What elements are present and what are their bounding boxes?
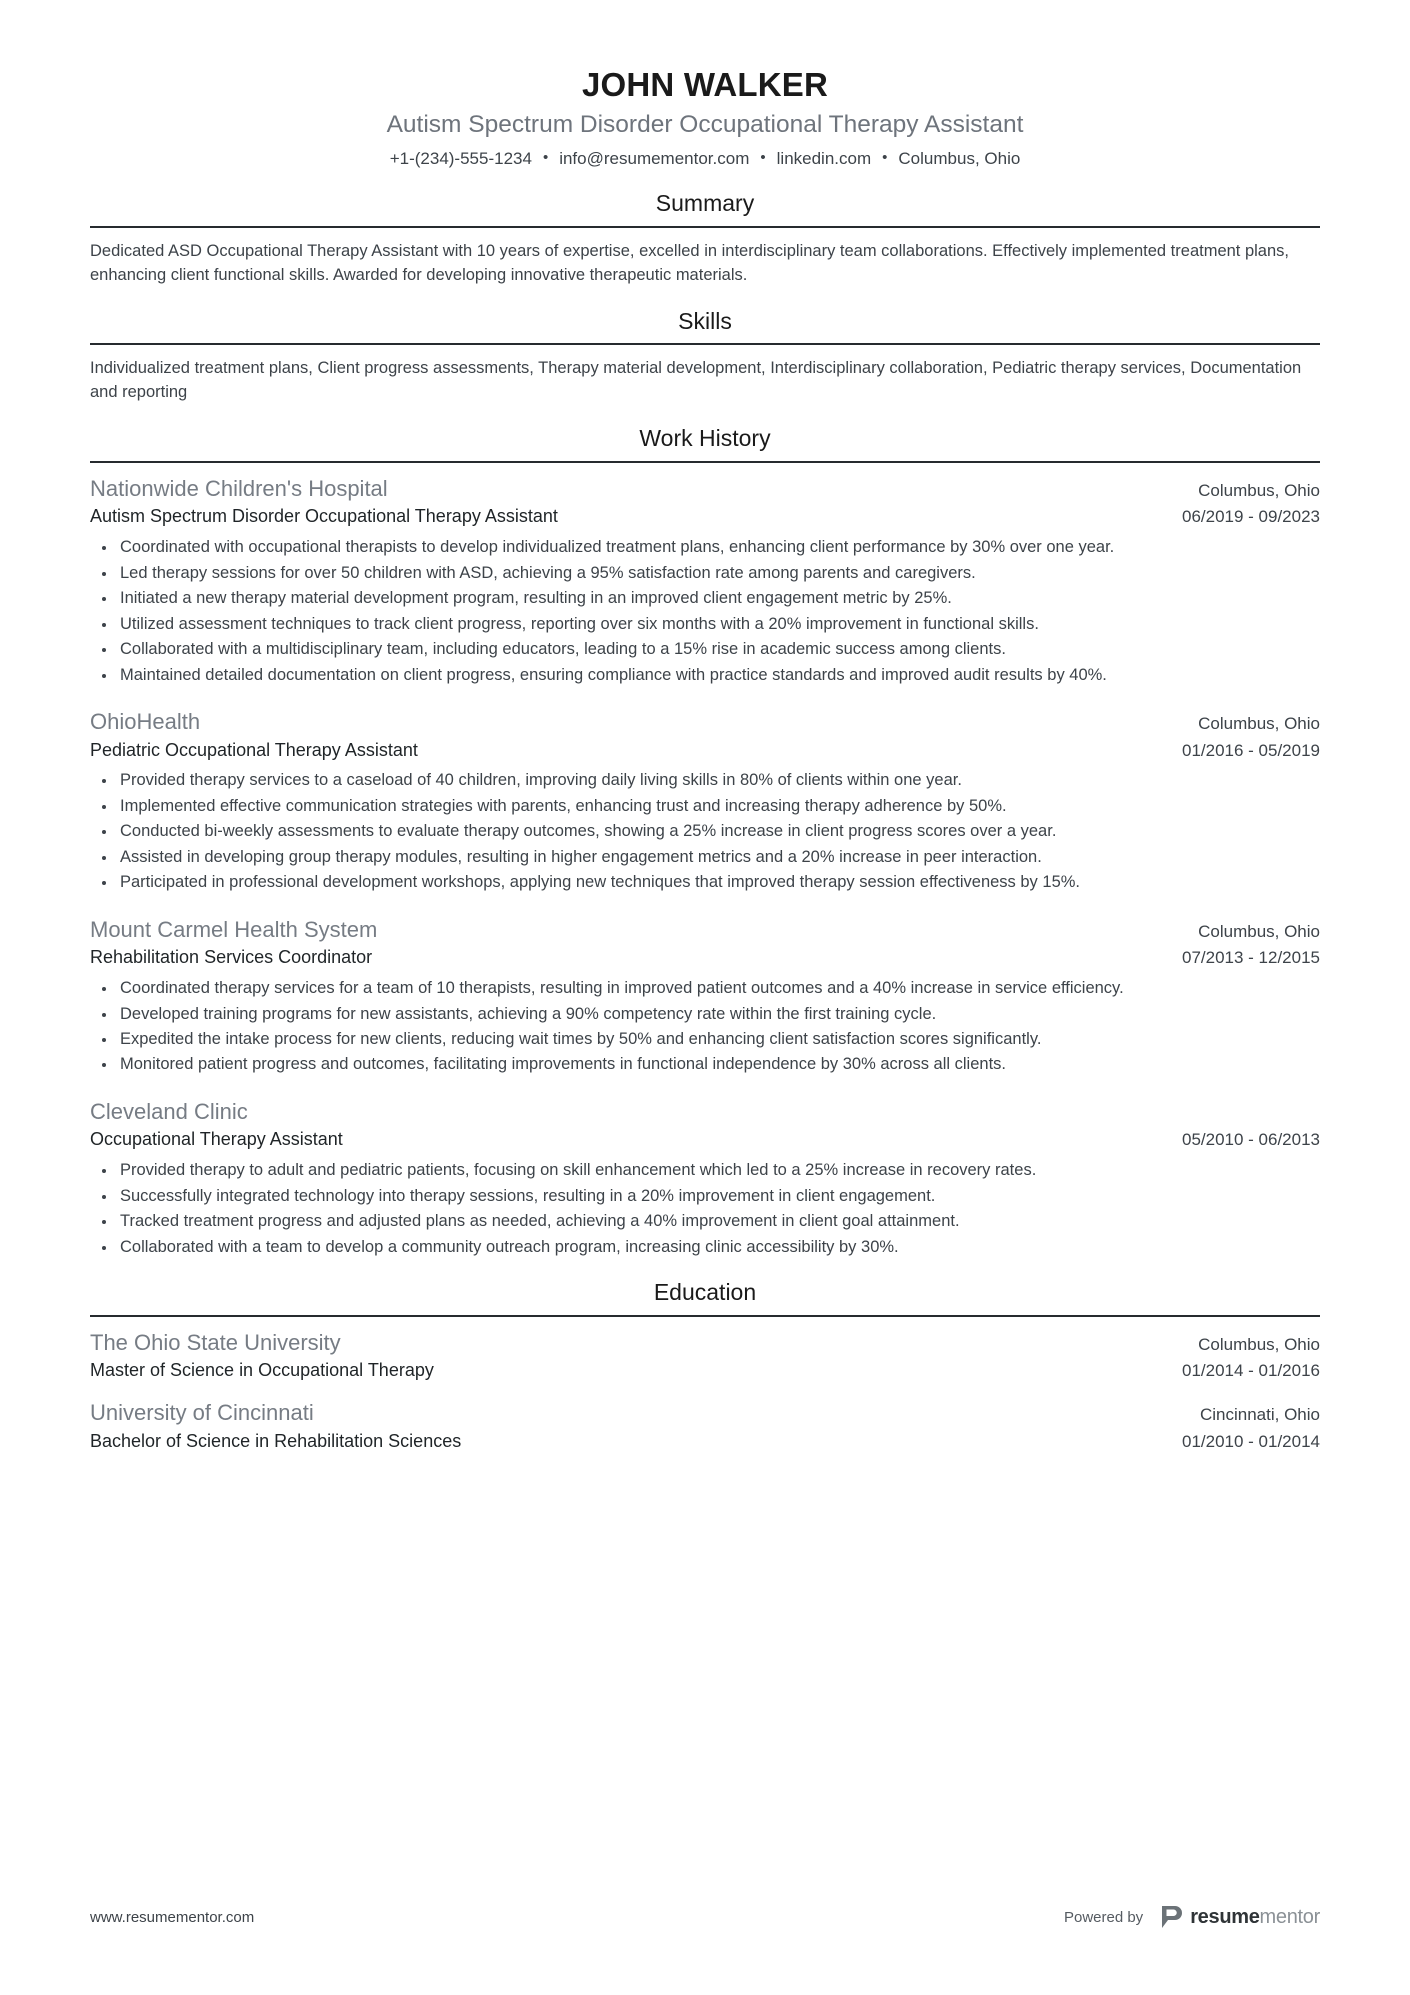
work-entry-bullet: Participated in professional development workshops, applying new techniques that improved therapy session effectiveness by 15%.: [90, 871, 1320, 894]
work-entry-location: Columbus, Ohio: [1198, 480, 1320, 500]
education-entry-location: Cincinnati, Ohio: [1199, 1405, 1320, 1425]
work-entry-bullet: Implemented effective communication strategies with parents, enhancing trust and increasing therapy adherence by 50%.: [90, 795, 1320, 818]
work-entry-dates: 01/2016 - 05/2019: [1181, 740, 1320, 760]
education-entry: [90, 1329, 1320, 1384]
resumementor-logo: [1161, 1905, 1320, 1929]
work-entry-bullet: Monitored patient progress and outcomes, facilitating improvements in functional independence by 30% across all clients.: [90, 1053, 1320, 1076]
work-entry-header: [90, 475, 1320, 504]
brand-text-bold: resume: [1190, 1906, 1260, 1928]
work-entry-organization: Nationwide Children's Hospital: [90, 475, 388, 501]
work-entry-bullet: Successfully integrated technology into therapy sessions, resulting in a 20% improvement in client engagement.: [90, 1185, 1320, 1208]
work-entry-role: Autism Spectrum Disorder Occupational Therapy Assistant: [90, 506, 558, 527]
skills-section-title: Skills: [678, 307, 732, 334]
work-entry-bullet: Maintained detailed documentation on client progress, ensuring compliance with practice standards and improved audit results by 40%.: [90, 664, 1320, 687]
section-divider: [90, 226, 1320, 228]
education-entry-header: [90, 1329, 1320, 1358]
education-entry-dates: 01/2014 - 01/2016: [1181, 1361, 1320, 1381]
brand-text-light: mentor: [1259, 1906, 1320, 1928]
contact-linkedin[interactable]: linkedin.com: [776, 149, 872, 169]
work-entry-bullets: [90, 769, 1320, 894]
work-entry-bullet: Coordinated therapy services for a team of 10 therapists, resulting in improved patient outcomes and a 40% increase in service efficiency.: [90, 977, 1320, 1000]
work-entry-bullet: Provided therapy to adult and pediatric patients, focusing on skill enhancement which led to a 25% increase in recovery rates.: [90, 1159, 1320, 1182]
education-entry-dates: 01/2010 - 01/2014: [1181, 1431, 1320, 1451]
work-entry-bullet: Initiated a new therapy material development program, resulting in an improved client engagement metric by 25%.: [90, 587, 1320, 610]
work-entry-bullet: Expedited the intake process for new clients, reducing wait times by 50% and enhancing client satisfaction scores significantly.: [90, 1028, 1320, 1051]
resume-header: [90, 60, 1320, 170]
work-entry-bullet: Developed training programs for new assistants, achieving a 90% competency rate within the first training cycle.: [90, 1003, 1320, 1026]
work-entry-subheader: [90, 504, 1320, 529]
contact-line: [90, 148, 1320, 170]
work-history-section-title: Work History: [639, 425, 771, 452]
work-entry-subheader: [90, 738, 1320, 763]
work-entry-organization: Cleveland Clinic: [90, 1098, 248, 1124]
work-entry-bullet: Utilized assessment techniques to track client progress, reporting over six months with a 20% improvement in functional skills.: [90, 613, 1320, 636]
work-entry-bullets: [90, 977, 1320, 1077]
footer-website-url[interactable]: www.resumementor.com: [90, 1908, 255, 1926]
education-section-title: Education: [653, 1279, 757, 1306]
education-entry-subheader: [90, 1429, 1320, 1454]
section-summary: [90, 190, 1320, 287]
work-entry-bullet: Assisted in developing group therapy modules, resulting in higher engagement metrics and a 20% increase in peer interaction.: [90, 846, 1320, 869]
section-divider: [90, 343, 1320, 345]
work-entry-dates: 06/2019 - 09/2023: [1181, 507, 1320, 527]
work-entry-bullet: Collaborated with a team to develop a community outreach program, increasing clinic accessibility by 30%.: [90, 1236, 1320, 1259]
section-divider: [90, 1315, 1320, 1317]
work-entry-header: [90, 708, 1320, 737]
work-entry-bullet: Conducted bi-weekly assessments to evaluate therapy outcomes, showing a 25% increase in client progress scores over a year.: [90, 820, 1320, 843]
education-entries: [90, 1329, 1320, 1454]
contact-separator-icon: •: [882, 148, 888, 166]
work-entry-location: Columbus, Ohio: [1198, 921, 1320, 941]
work-entry-subheader: [90, 1127, 1320, 1152]
work-entry-bullet: Tracked treatment progress and adjusted plans as needed, achieving a 40% improvement in client goal attainment.: [90, 1210, 1320, 1233]
work-history-entries: [90, 475, 1320, 1259]
work-entry-dates: 05/2010 - 06/2013: [1181, 1130, 1320, 1150]
work-entry-bullet: Provided therapy services to a caseload of 40 children, improving daily living skills in 80% of clients within one year.: [90, 769, 1320, 792]
work-entry-bullet: Led therapy sessions for over 50 children with ASD, achieving a 95% satisfaction rate among parents and caregivers.: [90, 562, 1320, 585]
education-entry-location: Columbus, Ohio: [1198, 1334, 1320, 1354]
contact-location: Columbus, Ohio: [898, 149, 1021, 169]
education-entry: [90, 1399, 1320, 1454]
powered-by-label: Powered by: [1063, 1908, 1144, 1926]
work-entry-organization: OhioHealth: [90, 708, 201, 734]
resumementor-mark-icon: [1161, 1905, 1183, 1929]
work-entry: [90, 475, 1320, 687]
work-entry-bullets: [90, 536, 1320, 687]
work-entry: [90, 1098, 1320, 1259]
work-entry-bullets: [90, 1159, 1320, 1259]
candidate-name: JOHN WALKER: [581, 66, 829, 103]
work-entry-header: [90, 916, 1320, 945]
work-entry-role: Pediatric Occupational Therapy Assistant: [90, 739, 418, 760]
education-entry-degree: Master of Science in Occupational Therapy: [90, 1360, 434, 1381]
contact-separator-icon: •: [542, 148, 549, 166]
work-entry-bullet: Coordinated with occupational therapists to develop individualized treatment plans, enhancing client performance by 30% over one year.: [90, 536, 1320, 559]
section-work-history: [90, 425, 1320, 1259]
work-entry: [90, 708, 1320, 895]
education-entry-header: [90, 1399, 1320, 1428]
work-entry-role: Rehabilitation Services Coordinator: [90, 947, 373, 968]
education-entry-institution: University of Cincinnati: [90, 1400, 314, 1426]
work-entry-organization: Mount Carmel Health System: [90, 916, 378, 942]
education-entry-institution: The Ohio State University: [90, 1329, 341, 1355]
work-entry-subheader: [90, 945, 1320, 970]
work-entry: [90, 916, 1320, 1077]
contact-phone: +1-(234)-555-1234: [389, 149, 532, 169]
candidate-headline: Autism Spectrum Disorder Occupational Therapy Assistant: [386, 110, 1024, 138]
page-footer: [90, 1905, 1320, 1929]
work-entry-dates: 07/2013 - 12/2015: [1181, 948, 1320, 968]
section-skills: [90, 308, 1320, 405]
work-entry-header: [90, 1098, 1320, 1127]
work-entry-role: Occupational Therapy Assistant: [90, 1129, 343, 1150]
education-entry-degree: Bachelor of Science in Rehabilitation Sciences: [90, 1430, 462, 1451]
footer-branding: [1064, 1905, 1320, 1929]
section-education: [90, 1279, 1320, 1454]
work-entry-bullet: Collaborated with a multidisciplinary team, including educators, leading to a 15% rise in academic success among clients.: [90, 638, 1320, 661]
skills-text: Individualized treatment plans, Client progress assessments, Therapy material development, Interdisciplinary collaboration, Pediatric therapy services, Documentation and reporting: [90, 359, 1302, 402]
summary-text: Dedicated ASD Occupational Therapy Assistant with 10 years of expertise, excelled in interdisciplinary team collaborations. Effectively implemented treatment plans, enhancing client functional skills. Awarded for developing innovative therapeutic materials.: [90, 242, 1289, 284]
resumementor-wordmark: [1190, 1907, 1320, 1927]
contact-separator-icon: •: [760, 148, 766, 166]
contact-email[interactable]: info@resumementor.com: [559, 149, 750, 169]
section-divider: [90, 461, 1320, 463]
work-entry-location: Columbus, Ohio: [1198, 713, 1320, 733]
education-entry-subheader: [90, 1358, 1320, 1383]
summary-section-title: Summary: [655, 190, 755, 217]
